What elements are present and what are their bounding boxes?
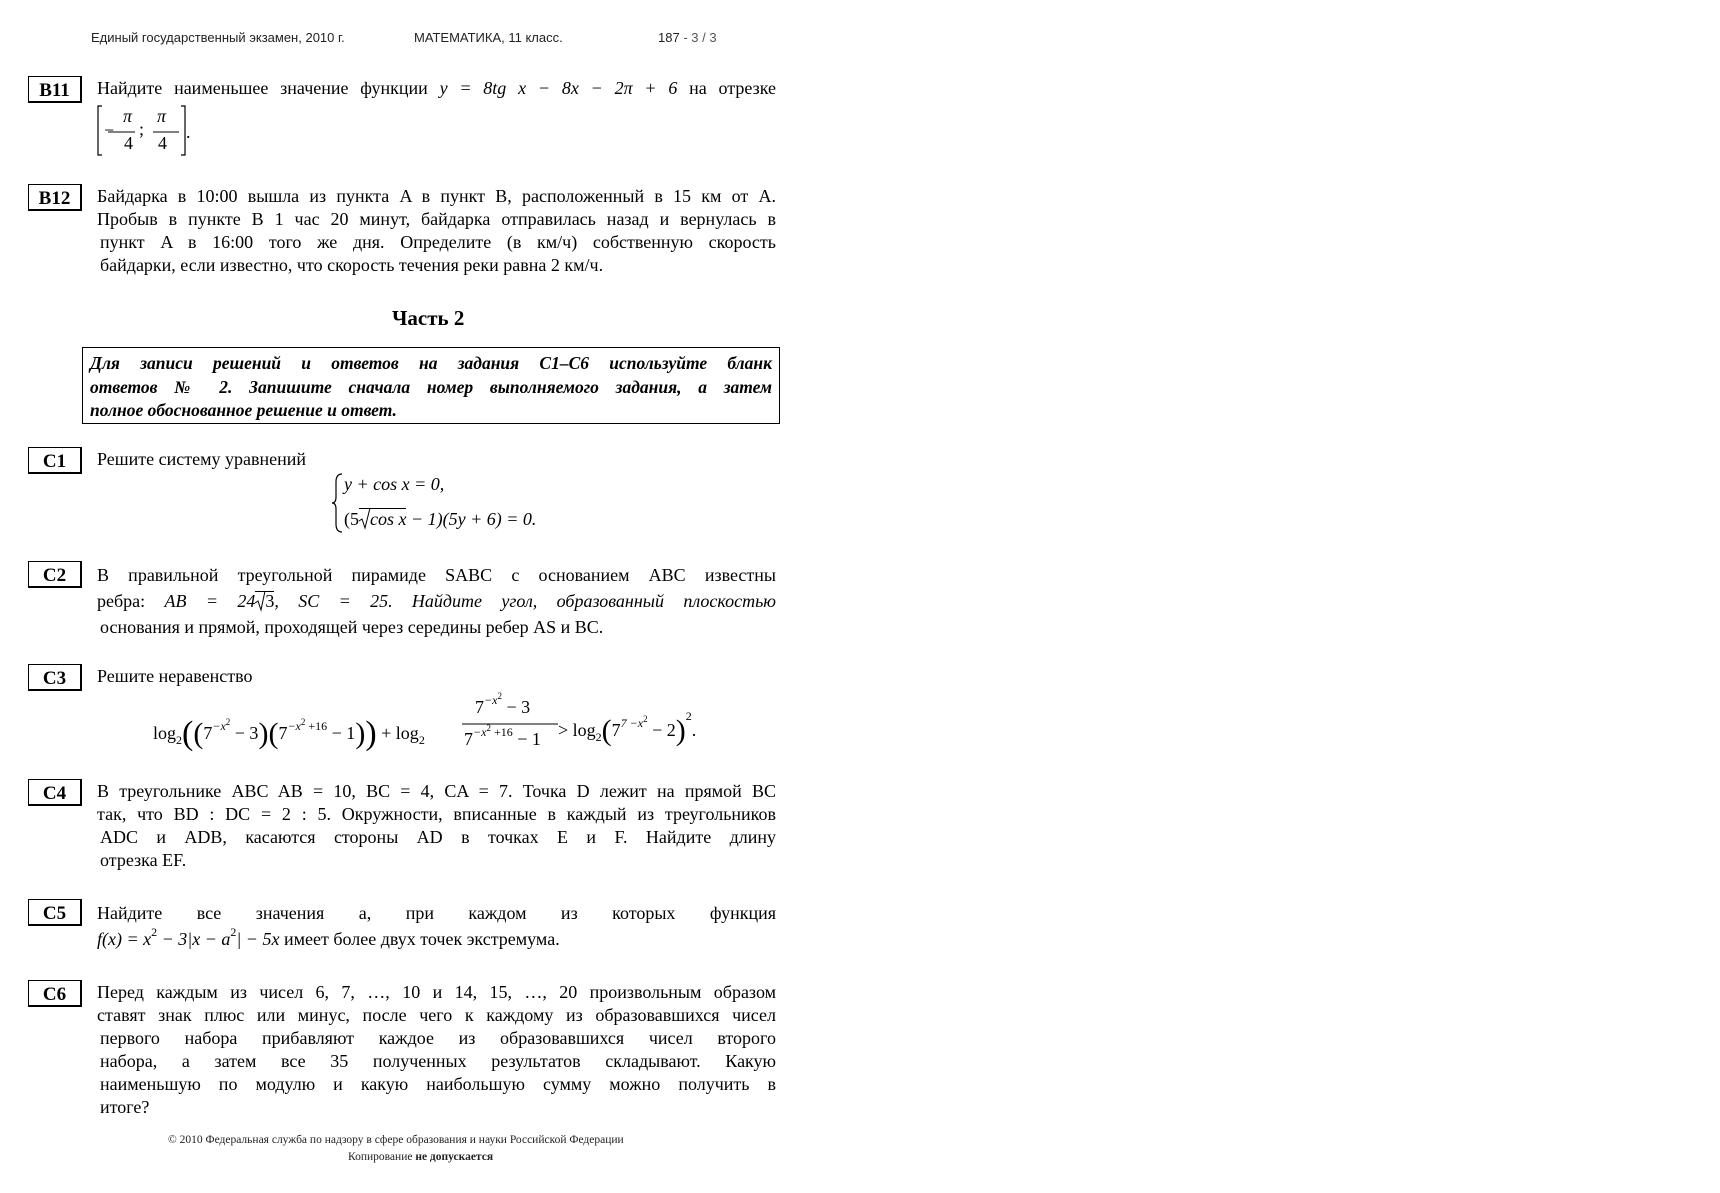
c5-text: имеет более двух точек экстремума.: [279, 929, 560, 949]
c3-exp2-sq: 2: [300, 717, 306, 727]
b11-line: [97, 77, 776, 100]
c3-den-exp-text: −x: [473, 725, 487, 739]
c3-log-3: log: [572, 720, 596, 740]
c3-exp-3: [621, 716, 648, 730]
part-title: Часть 2: [392, 306, 465, 330]
b11-den-1: 4: [124, 133, 133, 153]
c5-sq2: 2: [230, 925, 237, 939]
c6-line-3: первого набора прибавляют каждое из образовавшихся чисел второго: [100, 1028, 776, 1048]
b11-pi-1: π: [123, 106, 133, 126]
c3-paren-close-3: ): [675, 714, 686, 747]
c3-num-seven: 7: [475, 697, 484, 717]
c3-base-2: 2: [418, 733, 425, 747]
task-text-b11: [97, 77, 776, 100]
c3-exp1-text: −x: [212, 719, 226, 733]
c3-seven-2: 7: [278, 723, 288, 743]
c2-line-1: В правильной треугольной пирамиде SABC с основанием ABC известны: [97, 565, 776, 585]
task-label-c4: C4: [28, 779, 82, 806]
c3-plus: +: [376, 723, 396, 743]
instr-line-1: Для записи решений и ответов на задания С1–С6 используйте бланк: [90, 353, 772, 373]
b12-line-3: пункт A в 16:00 того же дня. Определите (в км/ч) собственную скорость: [100, 232, 776, 252]
instructions-box: [82, 347, 780, 424]
c3-paren-close-1: ): [258, 717, 269, 750]
c5-line-1: Найдите все значения a, при каждом из которых функция: [97, 903, 776, 923]
b11-function: y = 8tg x − 8x − 2π + 6: [439, 78, 678, 98]
c3-paren-open-3: (: [601, 714, 612, 747]
c2-line-2: [97, 588, 776, 614]
c2-sqrt: [255, 591, 274, 611]
c3-den-minus1: − 1: [512, 729, 541, 749]
b12-line-4: байдарки, если известно, что скорость течения реки равна 2 км/ч.: [100, 255, 604, 275]
header-page-number: [658, 30, 717, 45]
c3-exp2-b: +16: [305, 719, 328, 733]
footer-copyright: © 2010 Федеральная служба по надзору в сфере образования и науки Российской Федерации: [168, 1134, 624, 1146]
task-text-c1: [97, 448, 776, 471]
b11-pi-2: π: [157, 106, 167, 126]
c1-eq2-c: − 1)(5y + 6) = 0.: [406, 509, 537, 529]
task-text-c3: [97, 665, 776, 688]
c6-line-6: итоге?: [100, 1097, 150, 1117]
c3-gt: >: [558, 720, 573, 740]
c3-exp1-sq: 2: [225, 717, 231, 727]
c1-sqrt: [359, 508, 406, 529]
c6-line-1: Перед каждым из чисел 6, 7, …, 10 и 14, 15, …, 20 произвольным образом: [97, 982, 776, 1002]
c3-den-exp: [473, 725, 513, 739]
footer-copy-notice: [348, 1151, 493, 1163]
c1-eq1-text: y + cos x = 0,: [344, 474, 445, 494]
task-text-b12: [97, 185, 776, 277]
c3-seven-1: 7: [203, 723, 213, 743]
c2-l2a: ребра:: [97, 591, 146, 611]
task-text-c5: [97, 900, 776, 954]
c3-den-seven: 7: [464, 729, 473, 749]
b11-sep: ;: [139, 119, 145, 139]
c3-num-exp-text: −x: [484, 693, 498, 707]
c3-minus2: − 2: [647, 720, 676, 740]
c3-paren-open: (: [182, 715, 194, 752]
b12-line-2: Пробыв в пункте B 1 час 20 минут, байдарка отправилась назад и вернулась в: [97, 209, 776, 229]
footer-copy-text: Копирование: [348, 1151, 416, 1163]
c3-base-3: 2: [595, 730, 602, 744]
b11-text-end: на отрезке: [689, 78, 776, 98]
c5-fx: f(x) = x: [97, 929, 152, 949]
c5-sq1: 2: [151, 925, 158, 939]
b11-den-2: 4: [158, 133, 167, 153]
b11-end: .: [186, 122, 191, 142]
c3-paren-close: ): [365, 715, 377, 752]
c3-formula-right: [558, 709, 697, 747]
c3-dot: .: [691, 720, 697, 740]
c3-num-exp-sq: 2: [497, 691, 502, 701]
footer-copy-bold: не допускается: [415, 1151, 494, 1163]
header-subject: МАТЕМАТИКА, 11 класс.: [414, 30, 563, 45]
c2-l2b: AB = 24: [164, 591, 256, 611]
task-label-c2: C2: [28, 561, 82, 588]
c1-brace: [331, 472, 345, 534]
c1-eq2-a: (5: [344, 509, 359, 529]
c5-abs: − 3|x − a: [157, 929, 231, 949]
task-label-c6: C6: [28, 980, 82, 1007]
c3-den-exp-sq: 2: [486, 723, 491, 733]
b11-text: Найдите наименьшее значение функции: [97, 78, 428, 98]
c3-num-minus3: − 3: [501, 697, 531, 717]
b11-minus: −: [104, 120, 115, 140]
c5-line-2: [97, 926, 776, 954]
task-text-c4: [97, 780, 776, 872]
c4-line-1: В треугольнике ABC AB = 10, BC = 4, CA = 7. Точка D лежит на прямой BC: [97, 781, 776, 801]
c3-formula-left: [153, 710, 425, 752]
c3-minus3: − 3: [230, 723, 259, 743]
c3-log-1: log: [153, 723, 177, 743]
c3-base-1: 2: [176, 733, 183, 747]
c6-line-2: ставят знак плюс или минус, после чего к каждому из образовавшихся чисел: [97, 1005, 776, 1025]
task-label-c1: C1: [28, 447, 82, 474]
c3-paren-close-2: ): [355, 717, 366, 750]
c6-line-5: наименьшую по модулю и какую наибольшую сумму можно получить в: [100, 1074, 776, 1094]
c3-numerator: [475, 691, 531, 718]
c3-denominator: [464, 723, 541, 750]
task-text-c6: [97, 981, 776, 1119]
page-of: - 3 / 3: [683, 30, 717, 45]
c1-text: Решите систему уравнений: [97, 449, 306, 469]
c1-eq2: [344, 508, 536, 530]
c4-line-4: отрезка EF.: [100, 850, 187, 870]
instr-line-3: полное обоснованное решение и ответ.: [90, 400, 397, 420]
c3-pow2: 2: [685, 709, 692, 723]
c6-line-4: набора, а затем все 35 полученных результатов складывают. Какую: [100, 1051, 776, 1071]
c1-sqrt-content: cos x: [370, 509, 407, 529]
header-exam-title: Единый государственный экзамен, 2010 г.: [91, 30, 345, 45]
c2-sqrt-content: 3: [265, 591, 275, 611]
c3-exp-2: [287, 719, 327, 733]
c4-line-2: так, что BD : DC = 2 : 5. Окружности, вписанные в каждый из треугольников: [97, 804, 776, 824]
c5-tail: | − 5x: [236, 929, 280, 949]
c2-line-3: основания и прямой, проходящей через середины ребер AS и BC.: [100, 617, 604, 637]
c3-text: Решите неравенство: [97, 666, 253, 686]
task-text-c2: [97, 562, 776, 640]
c3-num-exp: [484, 693, 502, 707]
task-label-c5: C5: [28, 899, 82, 926]
b12-line-1: Байдарка в 10:00 вышла из пункта A в пункт B, расположенный в 15 км от A.: [97, 186, 776, 206]
task-label-b12: B12: [28, 184, 82, 211]
task-label-c3: C3: [28, 664, 82, 691]
c2-l2d: , SC = 25. Найдите угол, образованный плоскостью: [274, 591, 777, 611]
c3-exp3-sq: 2: [643, 714, 648, 724]
c3-exp3-text: 7 −x: [620, 716, 644, 730]
c1-eq1: [344, 474, 444, 495]
c3-seven-3: 7: [611, 720, 621, 740]
page-num: 187: [658, 30, 680, 45]
c3-den-exp-b: +16: [490, 725, 513, 739]
c3-exp-1: [212, 719, 230, 733]
task-label-b11: B11: [28, 76, 82, 103]
instr-line-2: ответов № 2. Запишите сначала номер выполняемого задания, а затем: [90, 376, 772, 397]
c3-paren-open-2: (: [268, 717, 279, 750]
c4-line-3: ADC и ADB, касаются стороны AD в точках E и F. Найдите длину: [100, 827, 776, 847]
c3-paren-inner-open: (: [193, 717, 204, 750]
c3-log-2: log: [395, 723, 419, 743]
c3-exp2-text: −x: [287, 719, 301, 733]
c3-minus1: − 1: [327, 723, 356, 743]
